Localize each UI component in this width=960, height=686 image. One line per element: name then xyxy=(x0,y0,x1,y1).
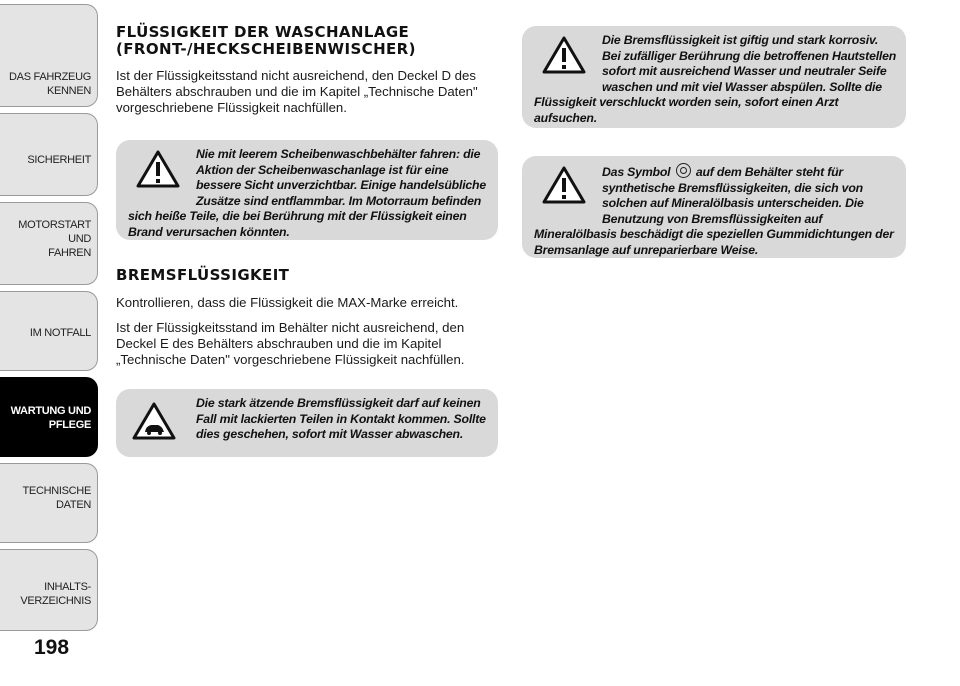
chapter-tab-wartung-und-pflege[interactable] xyxy=(0,377,98,457)
warning-box-paint xyxy=(116,389,498,457)
warning-text: Nie mit leerem Scheibenwaschbehälter fahren: die Aktion der Scheibenwaschanlage ist für eine bessere Sicht unverzichtbar. Einige handelsübliche Zusätze sind entflammbar. Im Motorraum befinden sich heiße Teile, die bei Berührung mit der Flüssigkeit einen Brand verursachen könnten. xyxy=(128,147,487,239)
paint-damage-warning-icon xyxy=(132,402,176,440)
chapter-tab-label: SICHERHEIT xyxy=(27,154,91,166)
synthetic-fluid-symbol-icon xyxy=(676,163,691,178)
warning-box-synthetic xyxy=(522,156,906,258)
section-heading-washer-fluid xyxy=(116,24,416,58)
brake-fluid-check-text: Kontrollieren, dass die Flüssigkeit die MAX-Marke erreicht. xyxy=(116,295,459,310)
chapter-tab-das-fahrzeug-kennen[interactable] xyxy=(0,4,98,107)
warning-triangle-icon xyxy=(542,166,586,204)
chapter-tab-inhaltsverzeichnis[interactable] xyxy=(0,549,98,631)
chapter-tab-label: WARTUNG UND PFLEGE xyxy=(10,405,91,431)
warning-box-toxic xyxy=(522,26,906,128)
page-number: 198 xyxy=(34,636,70,659)
chapter-tab-sicherheit[interactable] xyxy=(0,113,98,196)
warning-box-washer xyxy=(116,140,498,240)
warning-text: Die stark ätzende Bremsflüssigkeit darf auf keinen Fall mit lackierten Teilen in Kontakt kommen. Sollte dies geschehen, sofort mit Wasser abwaschen. xyxy=(196,396,486,441)
chapter-tab-label: TECHNISCHE DATEN xyxy=(22,485,91,511)
brake-fluid-fill-text: Ist der Flüssigkeitsstand im Behälter nicht ausreichend, den Deckel E des Behälters abschrauben und die im Kapitel „Technische Daten" vorgeschriebene Flüssigkeit nachfüllen. xyxy=(116,320,465,367)
chapter-tab-label: DAS FAHRZEUG KENNEN xyxy=(9,71,91,97)
warning-text-part: auf dem Behälter steht für synthetische Bremsflüssigkeiten, die sich von solchen auf Mineralölbasis unterscheiden. Die Benutzung von Bremsflüssigkeiten auf Mineralölbasis beschädigt die speziellen Gummidichtungen der Bremsanlage auf unreparierbare Weise. xyxy=(534,165,894,257)
chapter-tab-label: IM NOTFALL xyxy=(29,327,91,339)
warning-triangle-icon xyxy=(542,36,586,74)
chapter-tab-motorstart-und-fahren[interactable] xyxy=(0,202,98,285)
heading-line: (FRONT-/HECKSCHEIBENWISCHER) xyxy=(116,40,416,58)
chapter-tab-label: INHALTS- VERZEICHNIS xyxy=(20,581,91,607)
warning-triangle-icon xyxy=(136,150,180,188)
chapter-tab-im-notfall[interactable] xyxy=(0,291,98,371)
warning-text: Die Bremsflüssigkeit ist giftig und stark korrosiv. Bei zufälliger Berührung die betroffenen Hautstellen sofort mit ausreichend Wasser und neutraler Seife waschen und mit viel Wasser abspülen. Sollte die Flüssigkeit verschluckt worden sein, sofort einen Arzt aufsuchen. xyxy=(534,33,897,125)
chapter-tab-label: MOTORSTART UND FAHREN xyxy=(18,219,91,259)
warning-text-part: Das Symbol xyxy=(602,165,671,179)
washer-fluid-text: Ist der Flüssigkeitsstand nicht ausreichend, den Deckel D des Behälters abschrauben und die im Kapitel „Technische Daten" vorgeschriebene Flüssigkeit nachfüllen. xyxy=(116,68,478,115)
heading-line: FLÜSSIGKEIT DER WASCHANLAGE xyxy=(116,23,410,41)
chapter-tab-technische-daten[interactable] xyxy=(0,463,98,543)
section-heading-brake-fluid: BREMSFLÜSSIGKEIT xyxy=(116,266,290,284)
